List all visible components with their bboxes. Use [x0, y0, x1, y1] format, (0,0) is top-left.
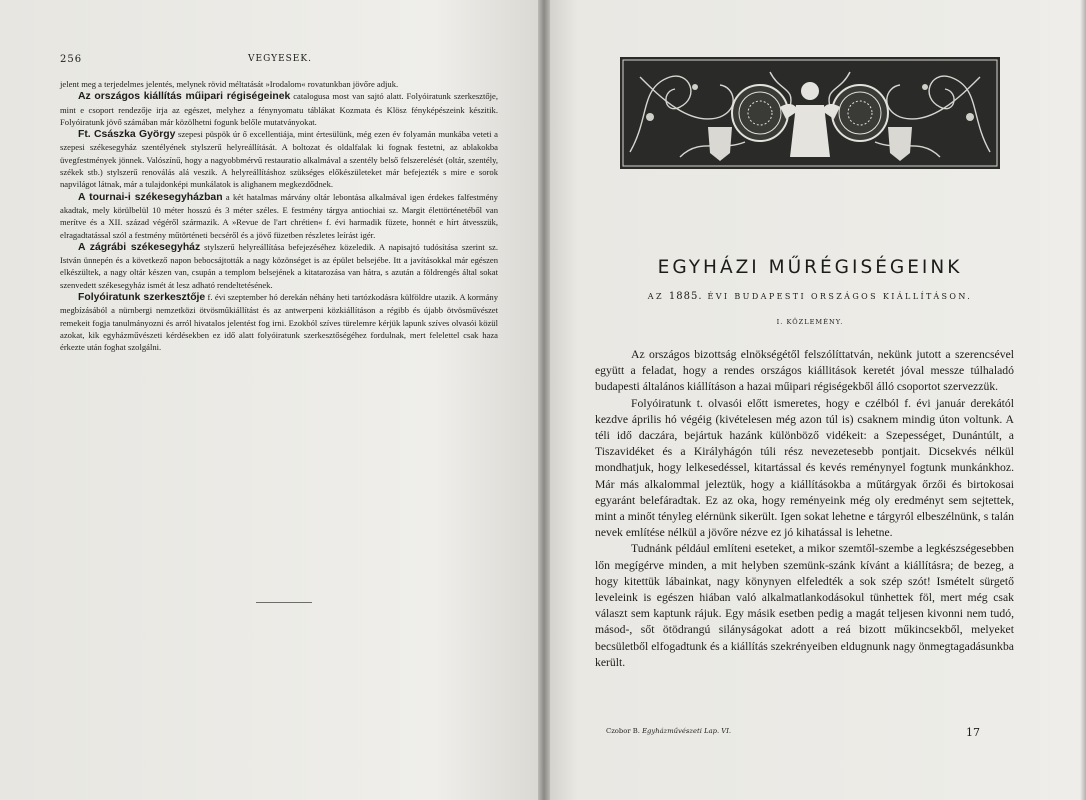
page-footer — [606, 727, 1006, 735]
running-head: VEGYESEK. — [248, 54, 312, 64]
right-page-number: 17 — [966, 726, 980, 739]
left-paragraph: A tournai-i székesegyházban a két hatalmas márvány oltár lebontása alkalmával igen érdekes falfestmény akadtak, mely körülbelül 10 méter hosszú és 3 méter széles. E festmény tárgya antiochiai sz. Margit élettörténetéből van merítve és a XII. század végéről származik. A »Revue de l'art chrétien« f. évi harmadik füzete, honnét e hírt átvesszük, elragadtatással szól a festmény műtörténeti becséről és a jövő füzetben részletes leírást igér. — [60, 191, 498, 240]
right-paragraph: Tudnánk például említeni eseteket, a mikor szemtől-szembe a legkészségesebben lőn megígérve minden, a mit helyben szemünk-szánk kívánt a kiállításra; de bezeg, a hogy kitettük lábainkat, nagy könynyen elfeledték a sok szép szót! Ismételt sürgető leveleink is egészen hiában való alkalmatlankodásokul tünhettek föl, mert még csak választ sem kaptunk rájuk. Egy másik esetben pedig a magát teljesen kivonni nem tudó, másod-, sőt ötödrangú silányságokat adott a reá bizott műkincsekből, melyeket becsületből elfogadtunk és a kiállítás szekrényeiben eldugnunk nagy önmegtagadásunkba került. — [595, 542, 1014, 669]
decorative-headpiece — [620, 57, 1000, 169]
article-subtitle: AZ 1885. ÉVI BUDAPESTI ORSZÁGOS KIÁLLÍTÁSON. — [647, 291, 973, 302]
journal-name: Egyházművészeti Lap. VI. — [642, 727, 732, 735]
article-title: EGYHÁZI MŰRÉGISÉGEINK — [657, 257, 963, 278]
left-paragraph: Az országos kiállítás műipari régiségeinek catalogusa most van sajtó alatt. Folyóiratunk szerkesztője, mint e csoport rendezője irja az egészet, melyhez a fénynyomatu táblákat Kozmata és Klösz fényképészeink készitik. Folyóiratunk jövő számában már közölhetni fogunk belőle mutatványokat. — [60, 91, 499, 127]
left-page-body — [60, 78, 498, 354]
right-medallion-icon — [832, 85, 888, 141]
closing-rule — [256, 602, 312, 603]
author-signature: Czobor B. — [606, 727, 640, 735]
right-paragraph: Folyóiratunk t. olvasói előtt ismeretes, hogy e czélból f. évi január derekától kezdve április hó végéig (kivételesen még azon túl is) csaknem mindig úton voltunk. A téli idő daczára, bejártuk hazánk különböző vidékeit: a Szepességet, Dunántúlt, a Tiszavidéket és a Királyhágón túli rész nevezetesebb pontjait. Dicsekvés nélkül mondhatjuk, hogy lelkesedéssel, kitartással és kevés reménynyel fogtunk munkánkhoz. Már más alkalommal jeleztük, hogy a kiállításokba a műtárgyak őrzői és birtokosai egyaránt belefáradtak. Ez az oka, hogy reményeink még oly eredményt sem sejtettek, mint a minőt tényleg elérnünk sikerült. Igen sokat lehetne e tárgyról elbeszélnünk, s talán nevek említése nélkül a jövőre nézve ez jó kihatással is lehetne. — [595, 396, 1014, 540]
left-paragraph: A zágrábi székesegyház stylszerű helyreállítása befejezéséhez közeledik. A napisajtó tudósítása szerint sz. István ünnepén és a következő napon bebocsájtották a nagy közönséget is az épület belsejébe. Itt a javításokkal már egészen elkészültek, a nagy oltár készen van, csupán a templom belsejének a kitatarozása van hátra, s azután a földrengés által sokat szenvedett székesegyház ismét át lesz adható rendeltetésének. — [60, 241, 498, 290]
right-page-body — [595, 347, 1014, 671]
left-paragraph: Folyóiratunk szerkesztője f. évi szeptember hó derekán néhány heti tartózkodásra külföldre utazik. A kormány megbízásából a nürnbergi nemzetközi ötvösműkiállítást és az antwerpeni közkiállításon a régibb és újabb ötvösművészet remekeit fogja tanulmányozni és arról hivatalos jelentést fog irni. Ezokból szíves türelemre kérjük lapunk szíves olvasói közül azokat, kik egyházművészeti kérdésekben ez idő alatt folyóiratunk szerkesztőségéhez fordulnak, mert felelettel csak haza érkezte után foghat szolgálni. — [60, 292, 498, 353]
right-paragraph: Az országos bizottság elnökségétől felszólíttatván, nekünk jutott a szerencsével együtt a feladat, hogy a rendes országos kiállitások keretét jóval messze túlhaladó budapesti általános kiállításon a hazai műipari régiségekből álló csoportot szervezzük. — [595, 348, 1014, 394]
left-page-number: 256 — [60, 54, 83, 65]
book-gutter — [538, 0, 550, 800]
left-paragraph: jelent meg a terjedelmes jelentés, melynek rövid méltatását »Irodalom« rovatunkban jövőre adjuk. — [60, 79, 399, 89]
left-running-header — [60, 54, 500, 68]
installment-label: I. KÖZLEMÉNY. — [776, 318, 844, 326]
left-medallion-icon — [732, 85, 788, 141]
left-paragraph: Ft. Császka György szepesi püspök úr ő excellentiája, mint értesülünk, még ezen év folyamán munkába veteti a szepesi székesegyház szentélyének stylszerű helyreállítását. A boltozat és oldalfalak ki fognak festetni, az ablakokba üvegfestmények jönnek. Valószínű, hogy a nagyobbmérvű restauratio alkalmával a szentély belső felszerelését (oltár, szentély, székek stb.) stylszerű renoválás alá veszik. A helyreállításhoz szükséges előkészületeket már befejezték s mire e sorok napvilágot látnak, már a tulajdonképi munkálatok is alighanem megkezdődnek. — [60, 129, 498, 190]
